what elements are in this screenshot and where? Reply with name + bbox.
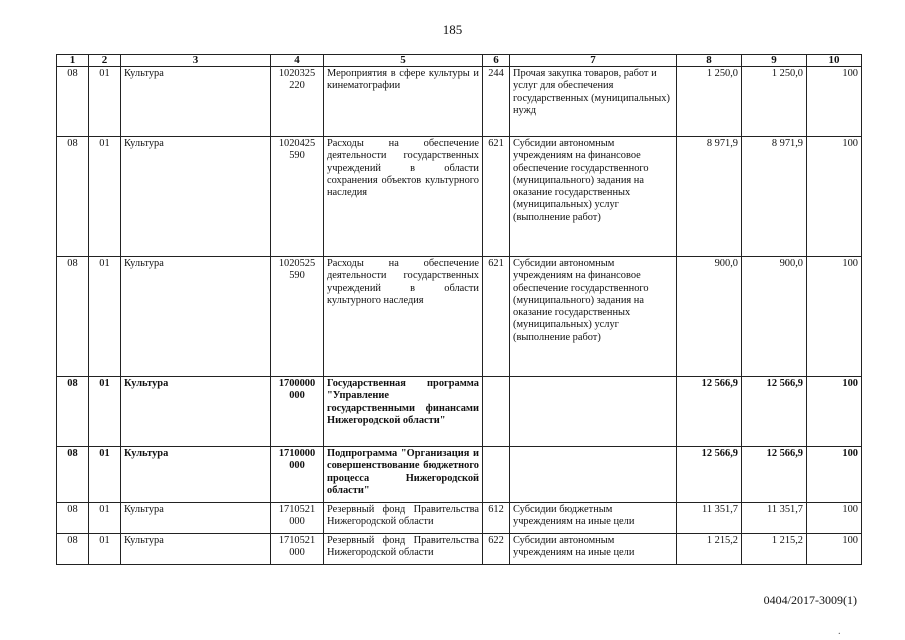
cell-target-article: 1710000 000 [271, 447, 324, 503]
cell-subsection: 01 [89, 447, 121, 503]
cell-expense-type-name: Субсидии автономным учреждениям на финансовое обеспечение государственного (муниципального) задания на оказание государственных (муниципальных) услуг (выполнение работ) [510, 257, 677, 377]
cell-target-article: 1020525 590 [271, 257, 324, 377]
cell-section: 08 [57, 503, 89, 534]
cell-section-name: Культура [121, 503, 271, 534]
cell-expense-type-name: Субсидии бюджетным учреждениям на иные цели [510, 503, 677, 534]
cell-plan-amount: 900,0 [677, 257, 742, 377]
cell-expense-type: 244 [483, 67, 510, 137]
cell-section: 08 [57, 257, 89, 377]
cell-section-name: Культура [121, 137, 271, 257]
cell-expense-type: 622 [483, 534, 510, 565]
cell-section-name: Культура [121, 67, 271, 137]
cell-section-name: Культура [121, 534, 271, 565]
cell-section-name: Культура [121, 257, 271, 377]
column-header: 1 [57, 55, 89, 67]
cell-actual-amount: 12 566,9 [742, 447, 807, 503]
cell-percent: 100 [807, 534, 862, 565]
cell-section: 08 [57, 137, 89, 257]
cell-plan-amount: 1 250,0 [677, 67, 742, 137]
table-row [57, 67, 862, 137]
column-header: 3 [121, 55, 271, 67]
cell-target-article: 1700000 000 [271, 377, 324, 447]
cell-target-article: 1020425 590 [271, 137, 324, 257]
cell-plan-amount: 1 215,2 [677, 534, 742, 565]
cell-plan-amount: 12 566,9 [677, 377, 742, 447]
column-header: 7 [510, 55, 677, 67]
cell-section: 08 [57, 67, 89, 137]
column-header: 4 [271, 55, 324, 67]
column-header: 5 [324, 55, 483, 67]
cell-target-article-name: Мероприятия в сфере культуры и кинематографии [324, 67, 483, 137]
cell-expense-type: 621 [483, 137, 510, 257]
cell-expense-type [483, 447, 510, 503]
cell-expense-type-name: Субсидии автономным учреждениям на иные цели [510, 534, 677, 565]
cell-section-name: Культура [121, 377, 271, 447]
corner-mark: · [837, 629, 841, 640]
cell-actual-amount: 8 971,9 [742, 137, 807, 257]
cell-section: 08 [57, 447, 89, 503]
cell-target-article-name: Расходы на обеспечение деятельности государственных учреждений в области культурного наследия [324, 257, 483, 377]
cell-percent: 100 [807, 137, 862, 257]
table-row [57, 377, 862, 447]
cell-target-article: 1710521 000 [271, 534, 324, 565]
column-header: 10 [807, 55, 862, 67]
cell-actual-amount: 12 566,9 [742, 377, 807, 447]
cell-percent: 100 [807, 257, 862, 377]
cell-expense-type: 612 [483, 503, 510, 534]
cell-subsection: 01 [89, 137, 121, 257]
cell-percent: 100 [807, 503, 862, 534]
cell-percent: 100 [807, 377, 862, 447]
cell-expense-type [483, 377, 510, 447]
document-code: 0404/2017-3009(1) [763, 593, 857, 607]
cell-actual-amount: 1 215,2 [742, 534, 807, 565]
column-header: 9 [742, 55, 807, 67]
cell-target-article-name: Резервный фонд Правительства Нижегородской области [324, 503, 483, 534]
table-row [57, 137, 862, 257]
table-row [57, 503, 862, 534]
cell-plan-amount: 8 971,9 [677, 137, 742, 257]
cell-expense-type: 621 [483, 257, 510, 377]
cell-expense-type-name [510, 447, 677, 503]
column-header: 2 [89, 55, 121, 67]
cell-actual-amount: 900,0 [742, 257, 807, 377]
cell-actual-amount: 1 250,0 [742, 67, 807, 137]
cell-expense-type-name [510, 377, 677, 447]
cell-target-article-name: Государственная программа "Управление государственными финансами Нижегородской области" [324, 377, 483, 447]
cell-target-article-name: Расходы на обеспечение деятельности государственных учреждений в области сохранения объектов культурного наследия [324, 137, 483, 257]
cell-subsection: 01 [89, 534, 121, 565]
budget-table [56, 54, 862, 565]
cell-percent: 100 [807, 447, 862, 503]
cell-subsection: 01 [89, 257, 121, 377]
cell-expense-type-name: Субсидии автономным учреждениям на финансовое обеспечение государственного (муниципального) задания на оказание государственных (муниципальных) услуг (выполнение работ) [510, 137, 677, 257]
cell-subsection: 01 [89, 377, 121, 447]
column-header: 8 [677, 55, 742, 67]
cell-target-article-name: Подпрограмма "Организация и совершенствование бюджетного процесса Нижегородской области" [324, 447, 483, 503]
cell-section: 08 [57, 377, 89, 447]
table-body [57, 67, 862, 565]
table-row [57, 534, 862, 565]
cell-target-article: 1710521 000 [271, 503, 324, 534]
cell-section: 08 [57, 534, 89, 565]
cell-target-article: 1020325 220 [271, 67, 324, 137]
cell-subsection: 01 [89, 503, 121, 534]
page-number: 185 [442, 22, 463, 37]
table-row [57, 447, 862, 503]
cell-subsection: 01 [89, 67, 121, 137]
cell-target-article-name: Резервный фонд Правительства Нижегородской области [324, 534, 483, 565]
table-header-row [57, 55, 862, 67]
cell-expense-type-name: Прочая закупка товаров, работ и услуг для обеспечения государственных (муниципальных) нужд [510, 67, 677, 137]
cell-plan-amount: 11 351,7 [677, 503, 742, 534]
cell-plan-amount: 12 566,9 [677, 447, 742, 503]
table-row [57, 257, 862, 377]
cell-percent: 100 [807, 67, 862, 137]
cell-section-name: Культура [121, 447, 271, 503]
cell-actual-amount: 11 351,7 [742, 503, 807, 534]
column-header: 6 [483, 55, 510, 67]
